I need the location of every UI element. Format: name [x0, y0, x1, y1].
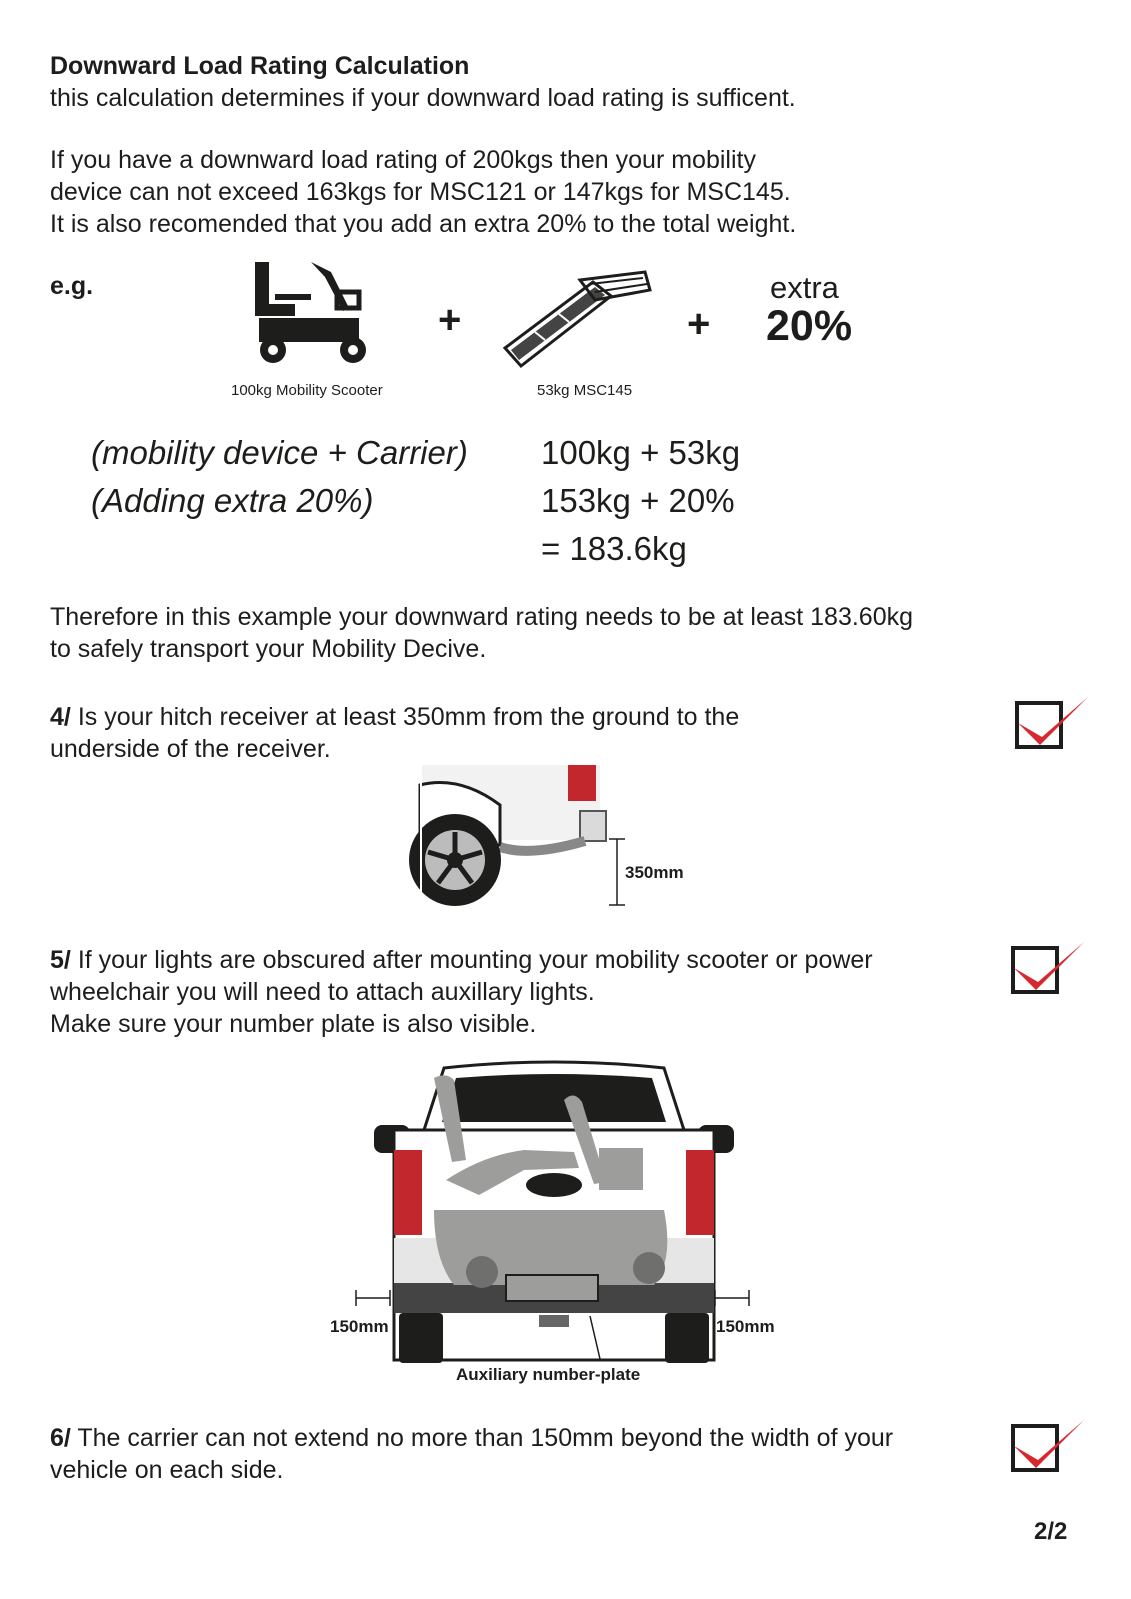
item-4-text — [50, 701, 739, 765]
item-5-text — [50, 944, 873, 1040]
ramp-carrier-icon — [505, 270, 650, 370]
item-line: underside of the receiver. — [50, 735, 331, 763]
calc-value: 153kg + 20% — [541, 482, 735, 519]
item-number: 6/ — [50, 1424, 71, 1452]
intro-line: It is also recomended that you add an extra 20% to the total weight. — [50, 210, 797, 238]
calculation-labels — [91, 429, 468, 525]
item-line: The carrier can not extend no more than 150mm beyond the width of your — [77, 1424, 894, 1452]
extra-word: extra — [770, 270, 839, 305]
calc-label: (mobility device + Carrier) — [91, 434, 468, 471]
intro-line: If you have a downward load rating of 200kgs then your mobility — [50, 146, 756, 174]
scooter-caption: 100kg Mobility Scooter — [231, 382, 383, 399]
item-line: vehicle on each side. — [50, 1456, 284, 1484]
dimension-bracket — [607, 838, 627, 906]
item-line: If your lights are obscured after mounting your mobility scooter or power — [77, 946, 873, 974]
plate-label: Auxiliary number-plate — [456, 1365, 641, 1384]
dimension-label-right: 150mm — [716, 1317, 775, 1336]
mobility-scooter-icon — [245, 258, 375, 364]
conclusion-paragraph — [50, 601, 913, 665]
item-line: Is your hitch receiver at least 350mm from the ground to the — [77, 703, 740, 731]
section-title: Downward Load Rating Calculation — [50, 52, 470, 80]
conclusion-line: to safely transport your Mobility Decive. — [50, 635, 487, 663]
section-subtitle: this calculation determines if your downward load rating is sufficent. — [50, 84, 796, 112]
conclusion-line: Therefore in this example your downward rating needs to be at least 183.60kg — [50, 603, 914, 631]
example-label: e.g. — [50, 272, 94, 300]
pointer-line — [588, 1315, 602, 1360]
page-number: 2/2 — [1034, 1518, 1068, 1545]
item-6-text — [50, 1422, 893, 1486]
plus-sign: + — [687, 302, 711, 346]
checkbox-checked-icon — [1008, 1418, 1088, 1478]
calculation-values — [541, 429, 740, 573]
dimension-label: 350mm — [625, 863, 684, 882]
calc-result: = 183.6kg — [541, 530, 687, 567]
dimension-bracket — [355, 1289, 391, 1307]
calc-label: (Adding extra 20%) — [91, 482, 374, 519]
hitch-height-illustration — [420, 765, 620, 910]
plus-sign: + — [438, 298, 462, 342]
truck-rear-illustration — [374, 1060, 734, 1365]
item-number: 5/ — [50, 946, 71, 974]
intro-line: device can not exceed 163kgs for MSC121 or 147kgs for MSC145. — [50, 178, 791, 206]
dimension-bracket — [714, 1289, 750, 1307]
dimension-label-left: 150mm — [330, 1317, 389, 1336]
item-line: Make sure your number plate is also visible. — [50, 1010, 537, 1038]
calc-value: 100kg + 53kg — [541, 434, 741, 471]
carrier-caption: 53kg MSC145 — [537, 382, 633, 399]
checkbox-checked-icon — [1012, 695, 1092, 755]
intro-paragraph — [50, 144, 796, 240]
item-number: 4/ — [50, 703, 71, 731]
item-line: wheelchair you will need to attach auxillary lights. — [50, 978, 595, 1006]
checkbox-checked-icon — [1008, 940, 1088, 1000]
extra-percent: 20% — [766, 302, 853, 350]
